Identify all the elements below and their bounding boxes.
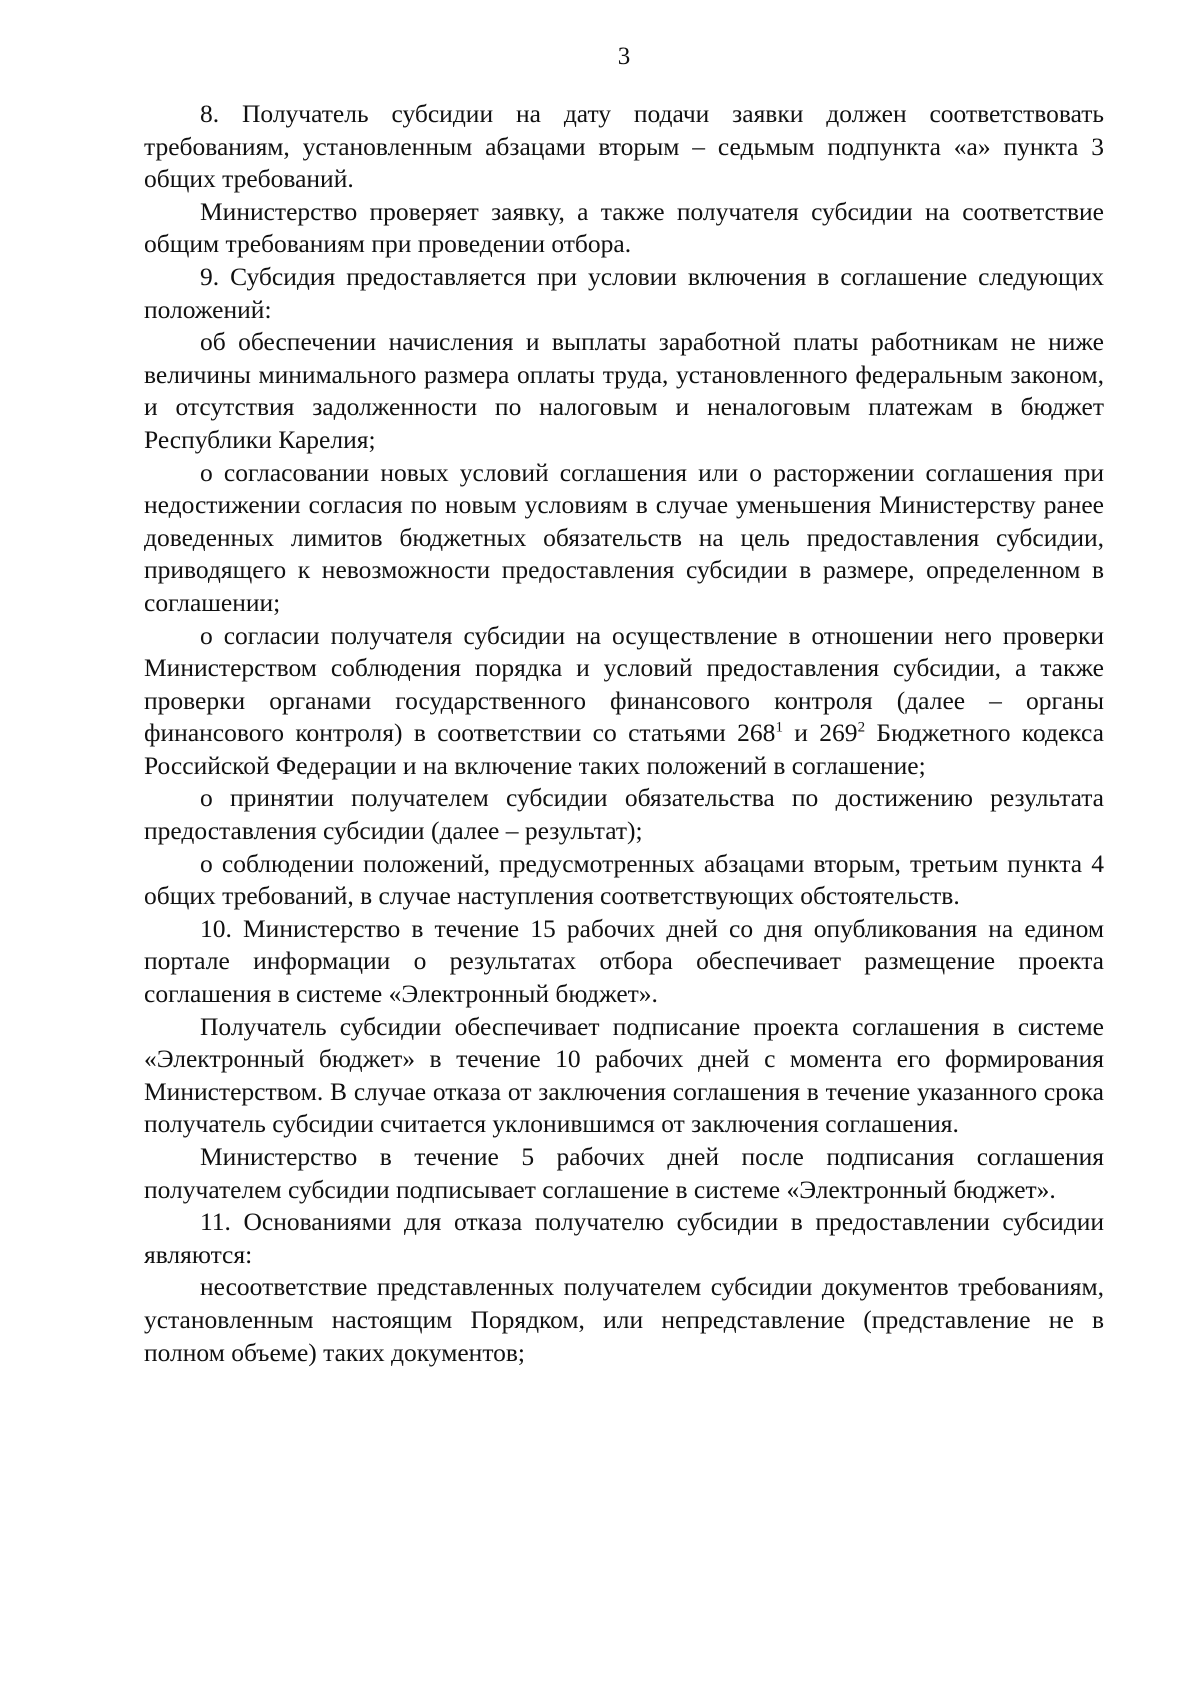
document-body	[144, 98, 1104, 1369]
consent-text-part2: и 269	[782, 718, 858, 748]
consent-text-part3: Бюджетного кодекса Российской Федерации и на включение таких положений в соглашение;	[144, 718, 1104, 780]
paragraph-9: 9. Субсидия предоставляется при условии включения в соглашение следующих положений:	[144, 261, 1104, 324]
paragraph-nonconformity: несоответствие представленных получателем субсидии документов требованиям, установленным настоящим Порядком, или непредставление (представление не в полном объеме) таких документов;	[144, 1272, 1104, 1367]
footnote-mark-2: 2	[857, 719, 866, 736]
paragraph-compliance: о соблюдении положений, предусмотренных абзацами вторым, третьим пункта 4 общих требований, в случае наступления соответствующих обстоятельств.	[144, 848, 1104, 911]
paragraph-10: 10. Министерство в течение 15 рабочих дней со дня опубликования на едином портале информации о результатах отбора обеспечивает размещение проекта соглашения в системе «Электронный бюджет».	[144, 913, 1104, 1009]
paragraph-consent-inspection	[144, 620, 1104, 783]
consent-text-part1: о согласии получателя субсидии на осуществление в отношении него проверки Министерством соблюдения порядка и условий предоставления субсидии, а также проверки органами государственного финансового контроля (далее – органы финансового контроля) в соответствии со статьями 268	[144, 620, 1104, 748]
paragraph-11: 11. Основаниями для отказа получателю субсидии в предоставлении субсидии являются:	[144, 1207, 1104, 1269]
paragraph-ministry-check: Министерство проверяет заявку, а также получателя субсидии на соответствие общим требованиям при проведении отбора.	[144, 196, 1104, 259]
paragraph-ministry-signs: Министерство в течение 5 рабочих дней после подписания соглашения получателем субсидии подписывает соглашение в системе «Электронный бюджет».	[144, 1142, 1104, 1204]
paragraph-8: 8. Получатель субсидии на дату подачи заявки должен соответствовать требованиям, установленным абзацами вторым – седьмым подпункта «а» пункта 3 общих требований.	[144, 99, 1104, 194]
paragraph-wages: об обеспечении начисления и выплаты заработной платы работникам не ниже величины минимального размера оплаты труда, установленного федеральным законом, и отсутствия задолженности по налоговым и неналоговым платежам в бюджет Республики Карелия;	[144, 327, 1104, 454]
footnote-mark-1: 1	[775, 719, 783, 736]
page-number: 3	[617, 43, 631, 70]
paragraph-result-obligation: о принятии получателем субсидии обязательства по достижению результата предоставления субсидии (далее – результат);	[144, 783, 1104, 846]
paragraph-new-conditions: о согласовании новых условий соглашения или о расторжении соглашения при недостижении согласия по новым условиям в случае уменьшения Министерству ранее доведенных лимитов бюджетных обязательств на цель предоставления субсидии, приводящего к невозможности предоставления субсидии в размере, определенном в соглашении;	[144, 457, 1104, 617]
paragraph-signing: Получатель субсидии обеспечивает подписание проекта соглашения в системе «Электронный бюджет» в течение 10 рабочих дней с момента его формирования Министерством. В случае отказа от заключения соглашения в течение указанного срока получатель субсидии считается уклонившимся от заключения соглашения.	[144, 1011, 1104, 1139]
